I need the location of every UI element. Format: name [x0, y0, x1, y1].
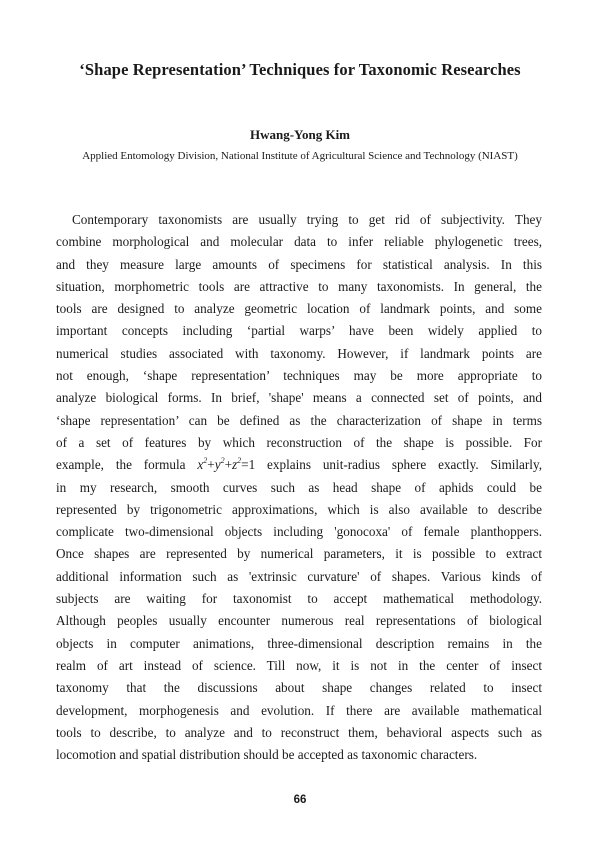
page-number: 66: [293, 794, 307, 806]
body-line: additional information such as 'extrinsic curvature' of shapes. Various kinds of: [56, 568, 542, 584]
body-line: of a set of features by which reconstruction of the shape is possible. For: [56, 434, 542, 450]
abstract-body: [56, 209, 542, 766]
body-line: subjects are waiting for taxonomist to accept mathematical methodology.: [56, 591, 542, 607]
body-line: in my research, smooth curves such as head shape of aphids could be: [56, 479, 542, 495]
body-line: ‘shape representation’ can be defined as the characterization of shape in terms: [56, 412, 542, 428]
formula-line-before: example, the formula: [56, 457, 186, 473]
body-line: complicate two-dimensional objects including 'gonocoxa' of female planthoppers.: [56, 524, 542, 540]
body-line: Contemporary taxonomists are usually trying to get rid of subjectivity. They: [72, 212, 542, 227]
body-line: realm of art instead of science. Till now, it is not in the center of insect: [56, 657, 542, 673]
body-line: tools are designed to analyze geometric location of landmark points, and some: [56, 301, 542, 317]
body-line: analyze biological forms. In brief, 'shape' means a connected set of points, and: [56, 390, 542, 406]
sphere-formula: $x^2+y^2+z^2=1$: [197, 456, 256, 473]
body-line: Once shapes are represented by numerical parameters, it is possible to extract: [56, 546, 542, 562]
body-line: situation, morphometric tools are attractive to many taxonomists. In general, the: [56, 278, 542, 294]
body-line: objects in computer animations, three-dimensional description remains in the: [56, 635, 542, 651]
body-line: development, morphogenesis and evolution. If there are available mathematical: [56, 702, 542, 718]
formula-line-after: explains unit-radius sphere exactly. Similarly,: [267, 457, 542, 473]
body-line: tools to describe, to analyze and to reconstruct them, behavioral aspects such as: [56, 724, 542, 740]
body-line: numerical studies associated with taxonomy. However, if landmark points are: [56, 345, 542, 361]
paper-title: ‘Shape Representation’ Techniques for Taxonomic Researches: [79, 60, 521, 79]
body-line: not enough, ‘shape representation’ techniques may be more appropriate to: [56, 368, 542, 384]
body-line: Although peoples usually encounter numerous real representations of biological: [56, 613, 542, 629]
body-line: represented by trigonometric approximations, which is also available to describe: [56, 501, 542, 517]
formula-line: [56, 454, 542, 476]
body-line: locomotion and spatial distribution should be accepted as taxonomic characters.: [56, 747, 478, 763]
author-name: Hwang-Yong Kim: [249, 127, 351, 142]
author-affiliation: Applied Entomology Division, National Institute of Agricultural Science and Technology (NIAST): [82, 150, 518, 162]
body-line: important concepts including ‘partial warps’ have been widely applied to: [56, 323, 542, 339]
body-line: combine morphological and molecular data to infer reliable phylogenetic trees,: [56, 234, 542, 250]
body-line: taxonomy that the discussions about shape changes related to insect: [56, 680, 542, 696]
body-line: and they measure large amounts of specimens for statistical analysis. In this: [56, 256, 542, 272]
